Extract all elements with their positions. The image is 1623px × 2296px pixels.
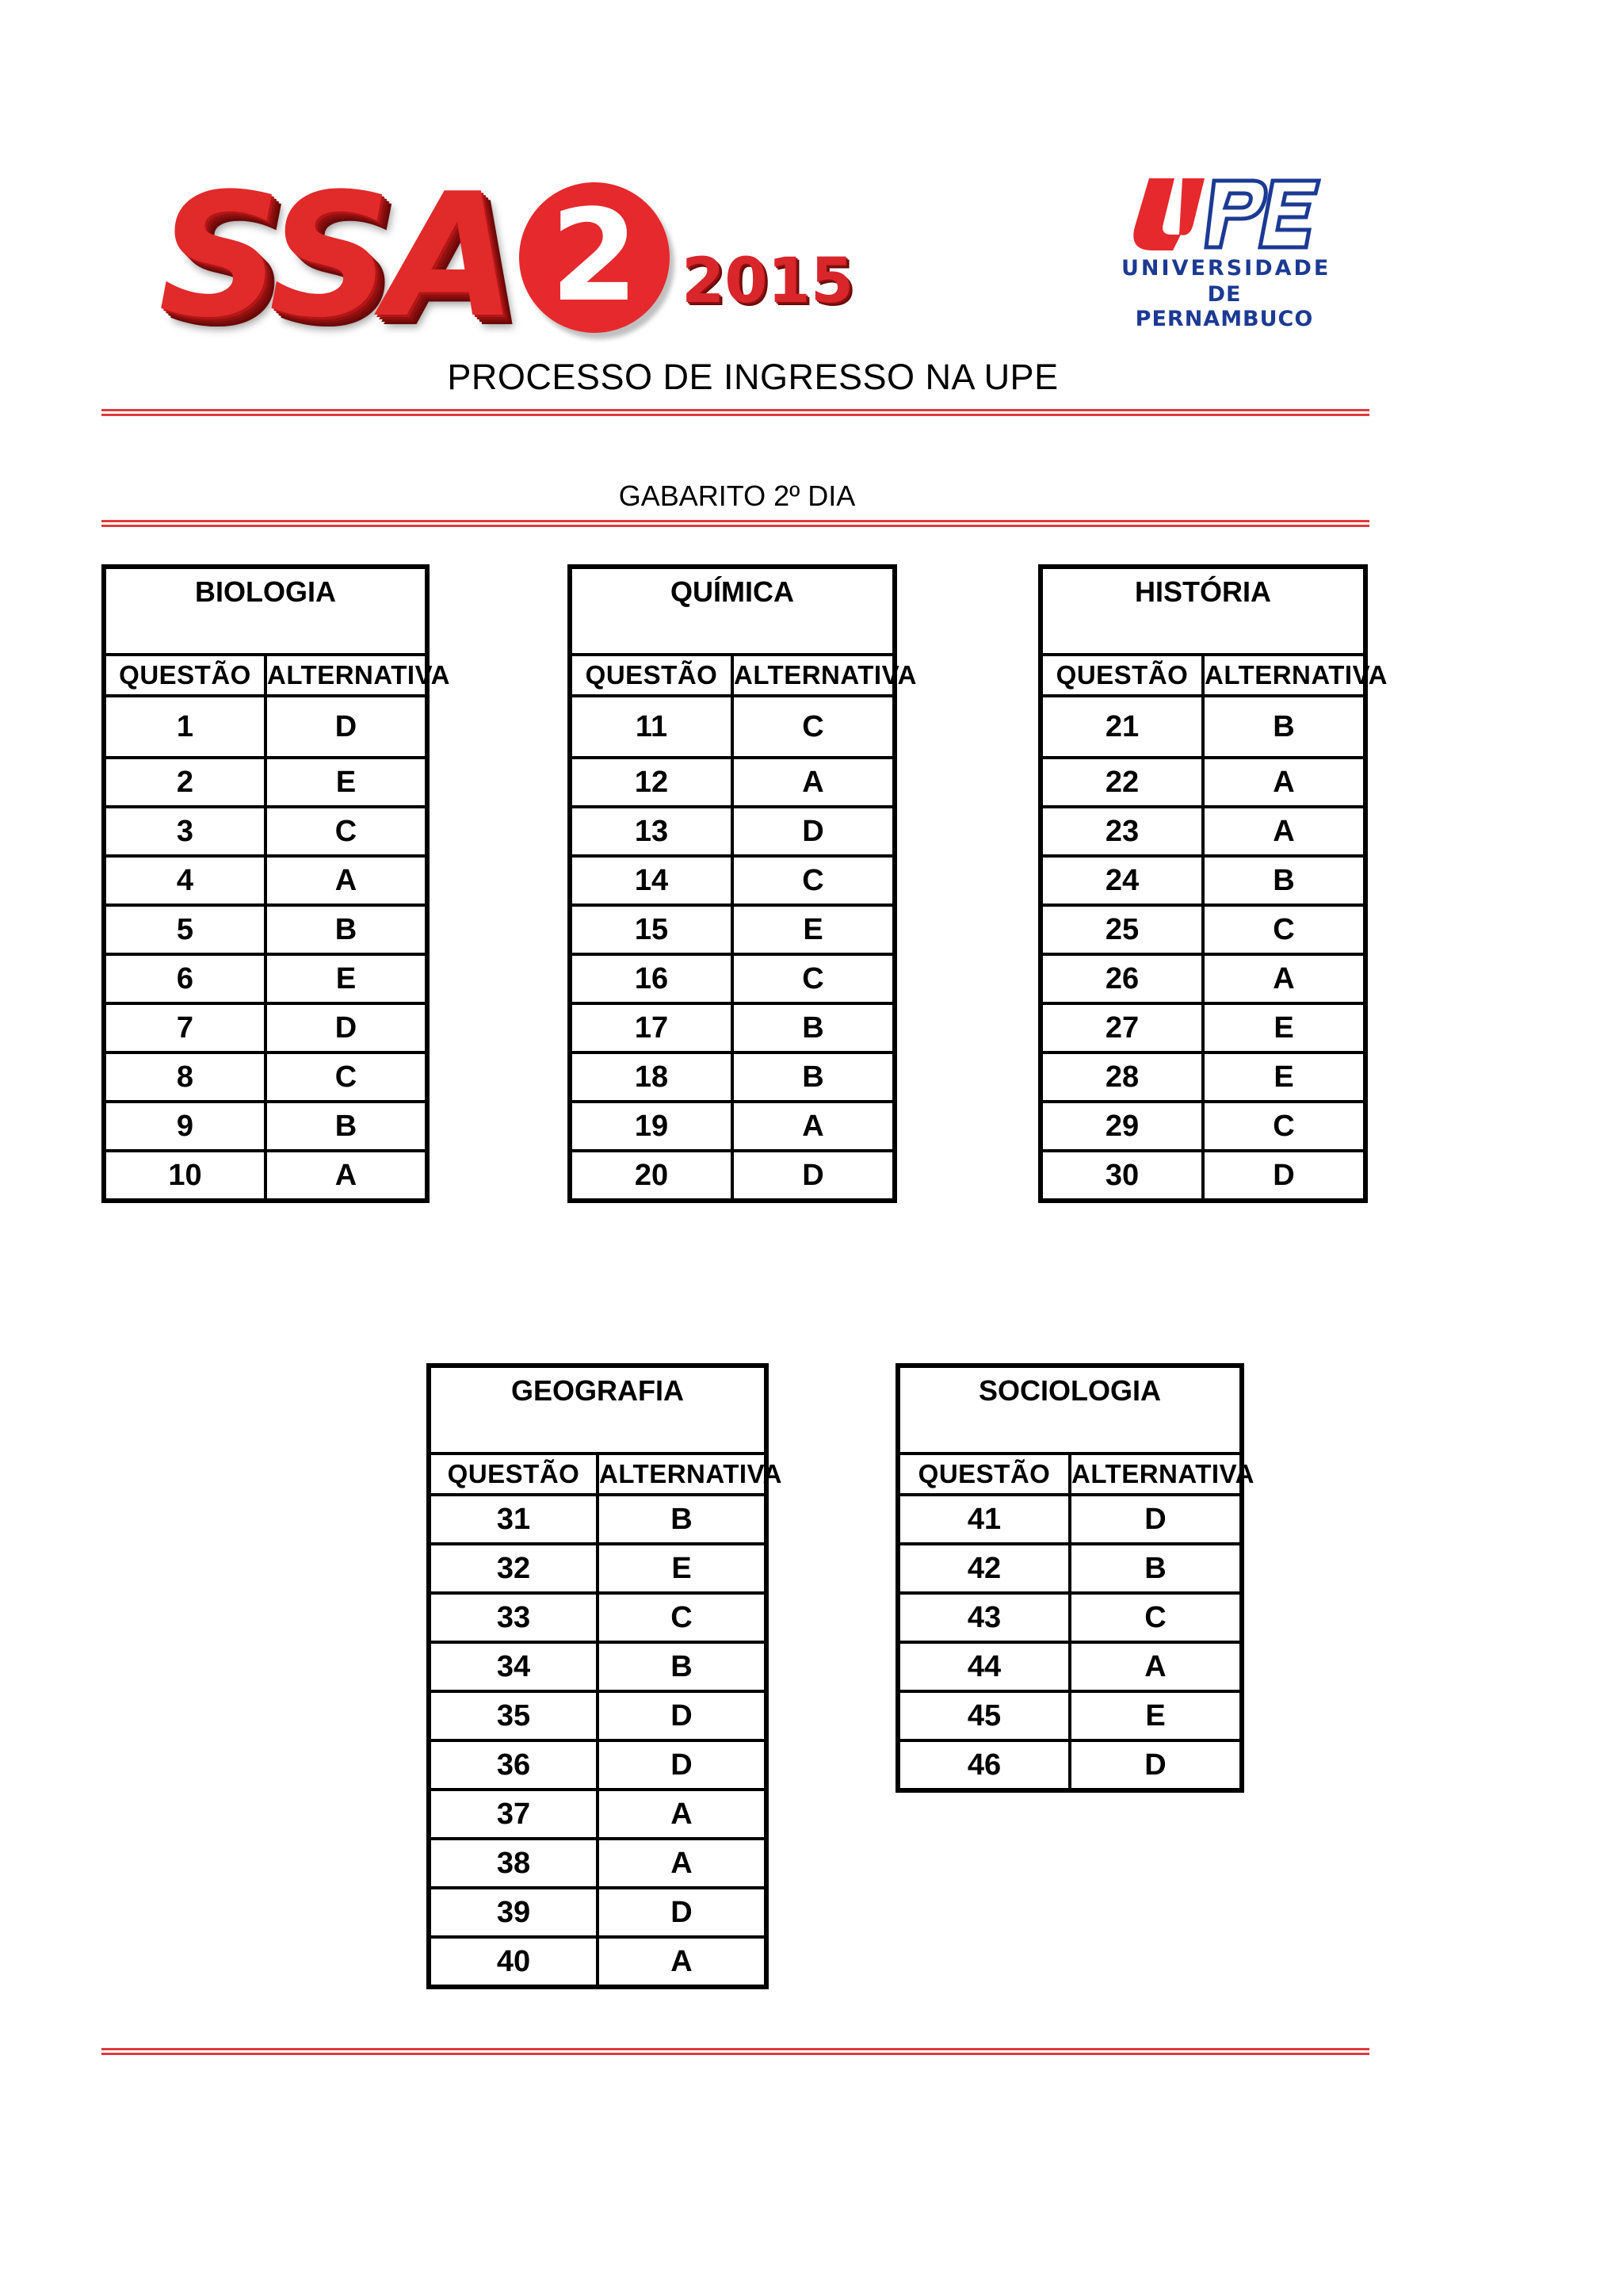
answer-letter: E bbox=[265, 954, 427, 1003]
answer-letter: C bbox=[1203, 905, 1365, 954]
answer-letter: C bbox=[265, 1052, 427, 1102]
table-row bbox=[570, 1151, 895, 1201]
table-row bbox=[429, 1888, 766, 1937]
table-row bbox=[570, 1003, 895, 1052]
subject-title: BIOLOGIA bbox=[104, 567, 427, 655]
answer-letter: E bbox=[1203, 1003, 1365, 1052]
question-number: 20 bbox=[570, 1151, 732, 1201]
page-title: PROCESSO DE INGRESSO NA UPE bbox=[447, 357, 1059, 397]
column-header-question: QUESTÃO bbox=[104, 655, 265, 696]
answer-letter: E bbox=[1203, 1052, 1365, 1102]
table-row bbox=[570, 696, 895, 758]
question-number: 29 bbox=[1041, 1102, 1203, 1151]
question-number: 32 bbox=[429, 1544, 598, 1593]
question-number: 2 bbox=[104, 758, 265, 807]
answer-letter: E bbox=[732, 905, 895, 954]
column-header-answer: ALTERNATIVA bbox=[1070, 1454, 1242, 1495]
table-row bbox=[898, 1544, 1242, 1593]
question-number: 4 bbox=[104, 856, 265, 905]
answer-letter: A bbox=[1203, 807, 1365, 856]
question-number: 46 bbox=[898, 1740, 1070, 1790]
subject-title: SOCIOLOGIA bbox=[898, 1366, 1242, 1454]
answer-letter: D bbox=[732, 1151, 895, 1201]
table-row bbox=[570, 807, 895, 856]
subject-title: GEOGRAFIA bbox=[429, 1366, 766, 1454]
column-header-question: QUESTÃO bbox=[429, 1454, 598, 1495]
subject-title: QUÍMICA bbox=[570, 567, 895, 655]
answer-letter: C bbox=[732, 856, 895, 905]
ssa-logo-number: 2 bbox=[550, 181, 639, 330]
answer-letter: D bbox=[598, 1691, 766, 1740]
question-number: 15 bbox=[570, 905, 732, 954]
table-row bbox=[898, 1740, 1242, 1790]
question-number: 27 bbox=[1041, 1003, 1203, 1052]
table-row bbox=[1041, 1003, 1365, 1052]
answer-letter: B bbox=[1070, 1544, 1242, 1593]
answer-letter: A bbox=[1070, 1642, 1242, 1691]
table-row bbox=[104, 954, 427, 1003]
table-sociologia bbox=[896, 1363, 1254, 1793]
column-header-answer: ALTERNATIVA bbox=[265, 655, 427, 696]
answer-letter: B bbox=[265, 905, 427, 954]
column-header-answer: ALTERNATIVA bbox=[598, 1454, 766, 1495]
table-row bbox=[429, 1544, 766, 1593]
divider-rule bbox=[101, 520, 1369, 527]
table-row bbox=[898, 1691, 1242, 1740]
question-number: 7 bbox=[104, 1003, 265, 1052]
question-number: 14 bbox=[570, 856, 732, 905]
answer-letter: D bbox=[1203, 1151, 1365, 1201]
question-number: 17 bbox=[570, 1003, 732, 1052]
question-number: 12 bbox=[570, 758, 732, 807]
table-quimica bbox=[567, 564, 917, 1203]
answer-letter: B bbox=[1203, 856, 1365, 905]
answer-letter: C bbox=[265, 807, 427, 856]
answer-letter: A bbox=[732, 758, 895, 807]
question-number: 30 bbox=[1041, 1151, 1203, 1201]
table-row bbox=[1041, 696, 1365, 758]
table-row bbox=[1041, 1151, 1365, 1201]
question-number: 23 bbox=[1041, 807, 1203, 856]
answer-letter: D bbox=[1070, 1495, 1242, 1544]
table-row bbox=[570, 758, 895, 807]
table-row bbox=[429, 1740, 766, 1790]
question-number: 19 bbox=[570, 1102, 732, 1151]
answer-letter: C bbox=[1203, 1102, 1365, 1151]
question-number: 36 bbox=[429, 1740, 598, 1790]
answer-letter: A bbox=[1203, 758, 1365, 807]
answer-letter: E bbox=[1070, 1691, 1242, 1740]
table-row bbox=[570, 856, 895, 905]
question-number: 37 bbox=[429, 1790, 598, 1839]
upe-logo-line2: DE PERNAMBUCO bbox=[1135, 282, 1314, 331]
question-number: 16 bbox=[570, 954, 732, 1003]
column-header-question: QUESTÃO bbox=[570, 655, 732, 696]
column-header-answer: ALTERNATIVA bbox=[732, 655, 895, 696]
answer-letter: C bbox=[732, 954, 895, 1003]
answer-letter: D bbox=[265, 696, 427, 758]
question-number: 33 bbox=[429, 1593, 598, 1642]
answer-letter: B bbox=[1203, 696, 1365, 758]
table-row bbox=[898, 1642, 1242, 1691]
answer-letter: C bbox=[732, 696, 895, 758]
answer-letter: A bbox=[732, 1102, 895, 1151]
upe-logo-line1: UNIVERSIDADE bbox=[1121, 256, 1331, 281]
table-row bbox=[1041, 856, 1365, 905]
table-row bbox=[1041, 1052, 1365, 1102]
table-row bbox=[570, 1052, 895, 1102]
question-number: 41 bbox=[898, 1495, 1070, 1544]
table-row bbox=[104, 807, 427, 856]
answer-letter: A bbox=[265, 1151, 427, 1201]
table-biologia bbox=[101, 564, 450, 1203]
answer-letter: A bbox=[265, 856, 427, 905]
column-header-answer: ALTERNATIVA bbox=[1203, 655, 1365, 696]
question-number: 8 bbox=[104, 1052, 265, 1102]
question-number: 22 bbox=[1041, 758, 1203, 807]
question-number: 26 bbox=[1041, 954, 1203, 1003]
ssa-logo-circle bbox=[519, 182, 670, 333]
table-row bbox=[1041, 1102, 1365, 1151]
question-number: 10 bbox=[104, 1151, 265, 1201]
upe-logo-mark-icon bbox=[1125, 174, 1323, 254]
question-number: 35 bbox=[429, 1691, 598, 1740]
subject-title: HISTÓRIA bbox=[1041, 567, 1365, 655]
answer-letter: D bbox=[598, 1740, 766, 1790]
question-number: 39 bbox=[429, 1888, 598, 1937]
answer-letter: D bbox=[598, 1888, 766, 1937]
answer-letter: E bbox=[598, 1544, 766, 1593]
answer-letter: A bbox=[598, 1839, 766, 1888]
table-row bbox=[104, 1052, 427, 1102]
column-header-question: QUESTÃO bbox=[898, 1454, 1070, 1495]
table-row bbox=[104, 1003, 427, 1052]
question-number: 31 bbox=[429, 1495, 598, 1544]
table-row bbox=[1041, 905, 1365, 954]
question-number: 28 bbox=[1041, 1052, 1203, 1102]
answer-letter: C bbox=[598, 1593, 766, 1642]
table-row bbox=[429, 1495, 766, 1544]
question-number: 21 bbox=[1041, 696, 1203, 758]
answer-letter: B bbox=[732, 1052, 895, 1102]
table-row bbox=[429, 1790, 766, 1839]
table-row bbox=[1041, 758, 1365, 807]
answer-letter: B bbox=[598, 1642, 766, 1691]
page-subtitle: GABARITO 2º DIA bbox=[618, 479, 856, 512]
table-row bbox=[429, 1642, 766, 1691]
question-number: 45 bbox=[898, 1691, 1070, 1740]
question-number: 6 bbox=[104, 954, 265, 1003]
question-number: 34 bbox=[429, 1642, 598, 1691]
table-row bbox=[898, 1593, 1242, 1642]
question-number: 40 bbox=[429, 1937, 598, 1987]
table-row bbox=[104, 856, 427, 905]
divider-rule bbox=[101, 409, 1369, 416]
table-historia bbox=[1038, 564, 1388, 1203]
question-number: 44 bbox=[898, 1642, 1070, 1691]
table-geografia bbox=[426, 1363, 782, 1989]
table-row bbox=[570, 905, 895, 954]
table-row bbox=[429, 1839, 766, 1888]
table-row bbox=[104, 1102, 427, 1151]
question-number: 42 bbox=[898, 1544, 1070, 1593]
ssa-logo-text: SSA bbox=[158, 156, 511, 355]
table-row bbox=[570, 1102, 895, 1151]
question-number: 9 bbox=[104, 1102, 265, 1151]
answer-letter: B bbox=[598, 1495, 766, 1544]
table-row bbox=[104, 696, 427, 758]
table-row bbox=[104, 905, 427, 954]
answer-letter: A bbox=[598, 1937, 766, 1987]
answer-letter: D bbox=[265, 1003, 427, 1052]
table-row bbox=[429, 1937, 766, 1987]
table-row bbox=[898, 1495, 1242, 1544]
answer-letter: A bbox=[1203, 954, 1365, 1003]
table-row bbox=[104, 1151, 427, 1201]
answer-letter: A bbox=[598, 1790, 766, 1839]
table-row bbox=[1041, 954, 1365, 1003]
table-row bbox=[570, 954, 895, 1003]
ssa-logo-year: 2015 bbox=[682, 246, 854, 317]
question-number: 25 bbox=[1041, 905, 1203, 954]
table-row bbox=[429, 1593, 766, 1642]
table-row bbox=[1041, 807, 1365, 856]
answer-letter: E bbox=[265, 758, 427, 807]
question-number: 18 bbox=[570, 1052, 732, 1102]
upe-logo bbox=[1121, 174, 1331, 331]
answer-letter: C bbox=[1070, 1593, 1242, 1642]
ssa-2015-logo bbox=[158, 156, 854, 355]
answer-letter: B bbox=[732, 1003, 895, 1052]
question-number: 3 bbox=[104, 807, 265, 856]
table-row bbox=[104, 758, 427, 807]
answer-letter: D bbox=[1070, 1740, 1242, 1790]
question-number: 1 bbox=[104, 696, 265, 758]
column-header-question: QUESTÃO bbox=[1041, 655, 1203, 696]
question-number: 43 bbox=[898, 1593, 1070, 1642]
question-number: 24 bbox=[1041, 856, 1203, 905]
question-number: 11 bbox=[570, 696, 732, 758]
answer-letter: B bbox=[265, 1102, 427, 1151]
question-number: 38 bbox=[429, 1839, 598, 1888]
divider-rule bbox=[101, 2048, 1369, 2055]
question-number: 5 bbox=[104, 905, 265, 954]
table-row bbox=[429, 1691, 766, 1740]
question-number: 13 bbox=[570, 807, 732, 856]
answer-letter: D bbox=[732, 807, 895, 856]
